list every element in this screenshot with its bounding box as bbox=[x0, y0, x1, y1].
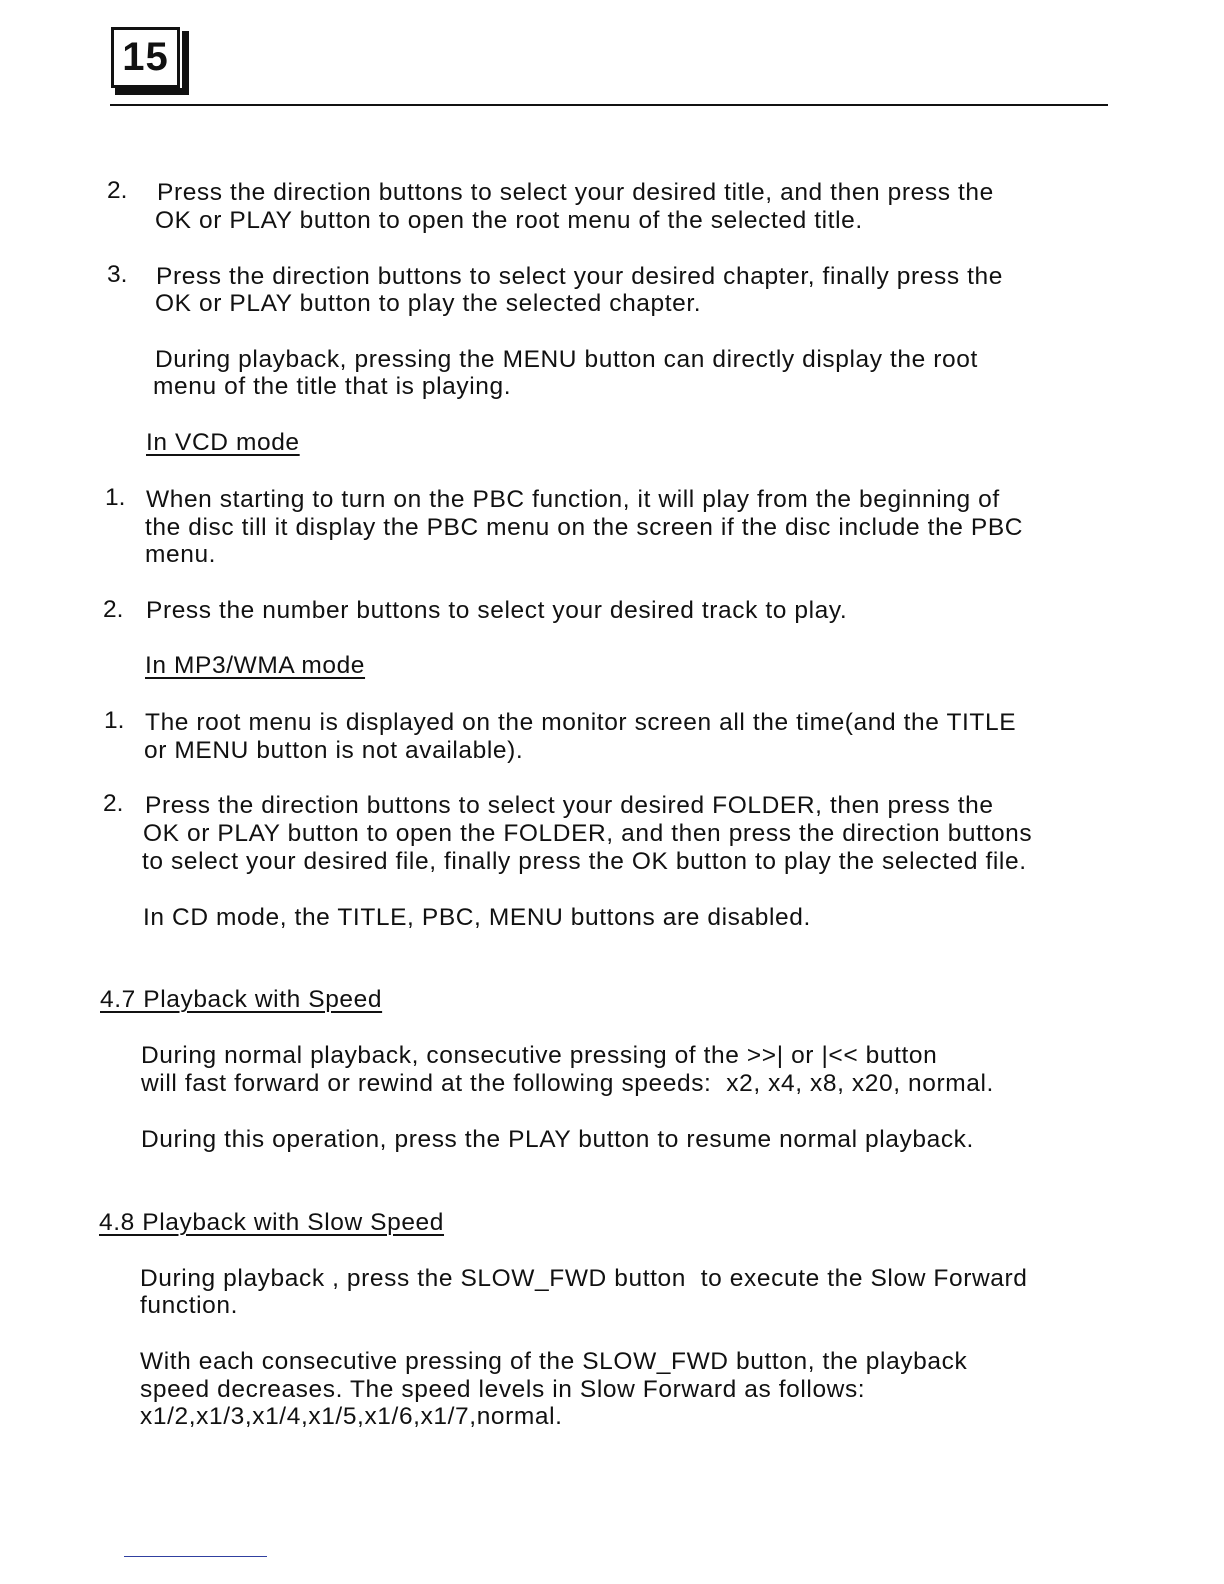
list-item-line: OK or PLAY button to open the root menu of the selected title. bbox=[155, 207, 863, 234]
list-number: 2. bbox=[103, 790, 124, 817]
note-line: menu of the title that is playing. bbox=[153, 373, 512, 400]
list-item-line: OK or PLAY button to open the FOLDER, and then press the direction buttons bbox=[143, 820, 1033, 847]
paragraph-line: During playback , press the SLOW_FWD button to execute the Slow Forward bbox=[140, 1265, 1028, 1292]
paragraph-line: x1/2,x1/3,x1/4,x1/5,x1/6,x1/7,normal. bbox=[140, 1403, 563, 1430]
section-heading-4-8: 4.8 Playback with Slow Speed bbox=[99, 1209, 445, 1236]
list-item-line: menu. bbox=[145, 541, 217, 568]
page-number-shadow bbox=[182, 31, 189, 95]
note-line: During playback, pressing the MENU button can directly display the root bbox=[155, 346, 978, 373]
list-item-line: When starting to turn on the PBC function, it will play from the beginning of bbox=[146, 486, 1000, 513]
mp3-mode-heading: In MP3/WMA mode bbox=[145, 652, 366, 679]
list-item-line: Press the number buttons to select your desired track to play. bbox=[146, 597, 848, 624]
list-number: 2. bbox=[103, 596, 124, 623]
paragraph-line: During normal playback, consecutive pressing of the >>| or |<< button bbox=[141, 1042, 938, 1069]
paragraph-line: will fast forward or rewind at the following speeds: x2, x4, x8, x20, normal. bbox=[141, 1070, 994, 1097]
list-number: 1. bbox=[104, 707, 125, 734]
list-item-line: Press the direction buttons to select your desired title, and then press the bbox=[157, 179, 994, 206]
list-item-line: Press the direction buttons to select your desired chapter, finally press the bbox=[156, 263, 1003, 290]
page-number: 15 bbox=[111, 27, 180, 88]
list-item-line: the disc till it display the PBC menu on the screen if the disc include the PBC bbox=[145, 514, 1024, 541]
list-item-line: to select your desired file, finally press the OK button to play the selected file. bbox=[142, 848, 1027, 875]
list-number: 1. bbox=[105, 484, 126, 511]
page-number-shadow bbox=[115, 88, 189, 95]
paragraph-line: With each consecutive pressing of the SLOW_FWD button, the playback bbox=[140, 1348, 968, 1375]
list-item-line: OK or PLAY button to play the selected chapter. bbox=[155, 290, 702, 317]
footer-rule bbox=[124, 1556, 267, 1557]
paragraph-line: function. bbox=[140, 1292, 239, 1319]
section-heading-4-7: 4.7 Playback with Speed bbox=[100, 986, 383, 1013]
list-number: 2. bbox=[107, 177, 128, 204]
paragraph-line: speed decreases. The speed levels in Slow Forward as follows: bbox=[140, 1376, 866, 1403]
list-item-line: Press the direction buttons to select your desired FOLDER, then press the bbox=[145, 792, 994, 819]
note-line: In CD mode, the TITLE, PBC, MENU buttons are disabled. bbox=[143, 904, 811, 931]
list-number: 3. bbox=[107, 261, 128, 288]
vcd-mode-heading: In VCD mode bbox=[146, 429, 300, 456]
paragraph-line: During this operation, press the PLAY button to resume normal playback. bbox=[141, 1126, 974, 1153]
list-item-line: or MENU button is not available). bbox=[144, 737, 524, 764]
header-rule bbox=[110, 104, 1108, 106]
list-item-line: The root menu is displayed on the monitor screen all the time(and the TITLE bbox=[145, 709, 1017, 736]
